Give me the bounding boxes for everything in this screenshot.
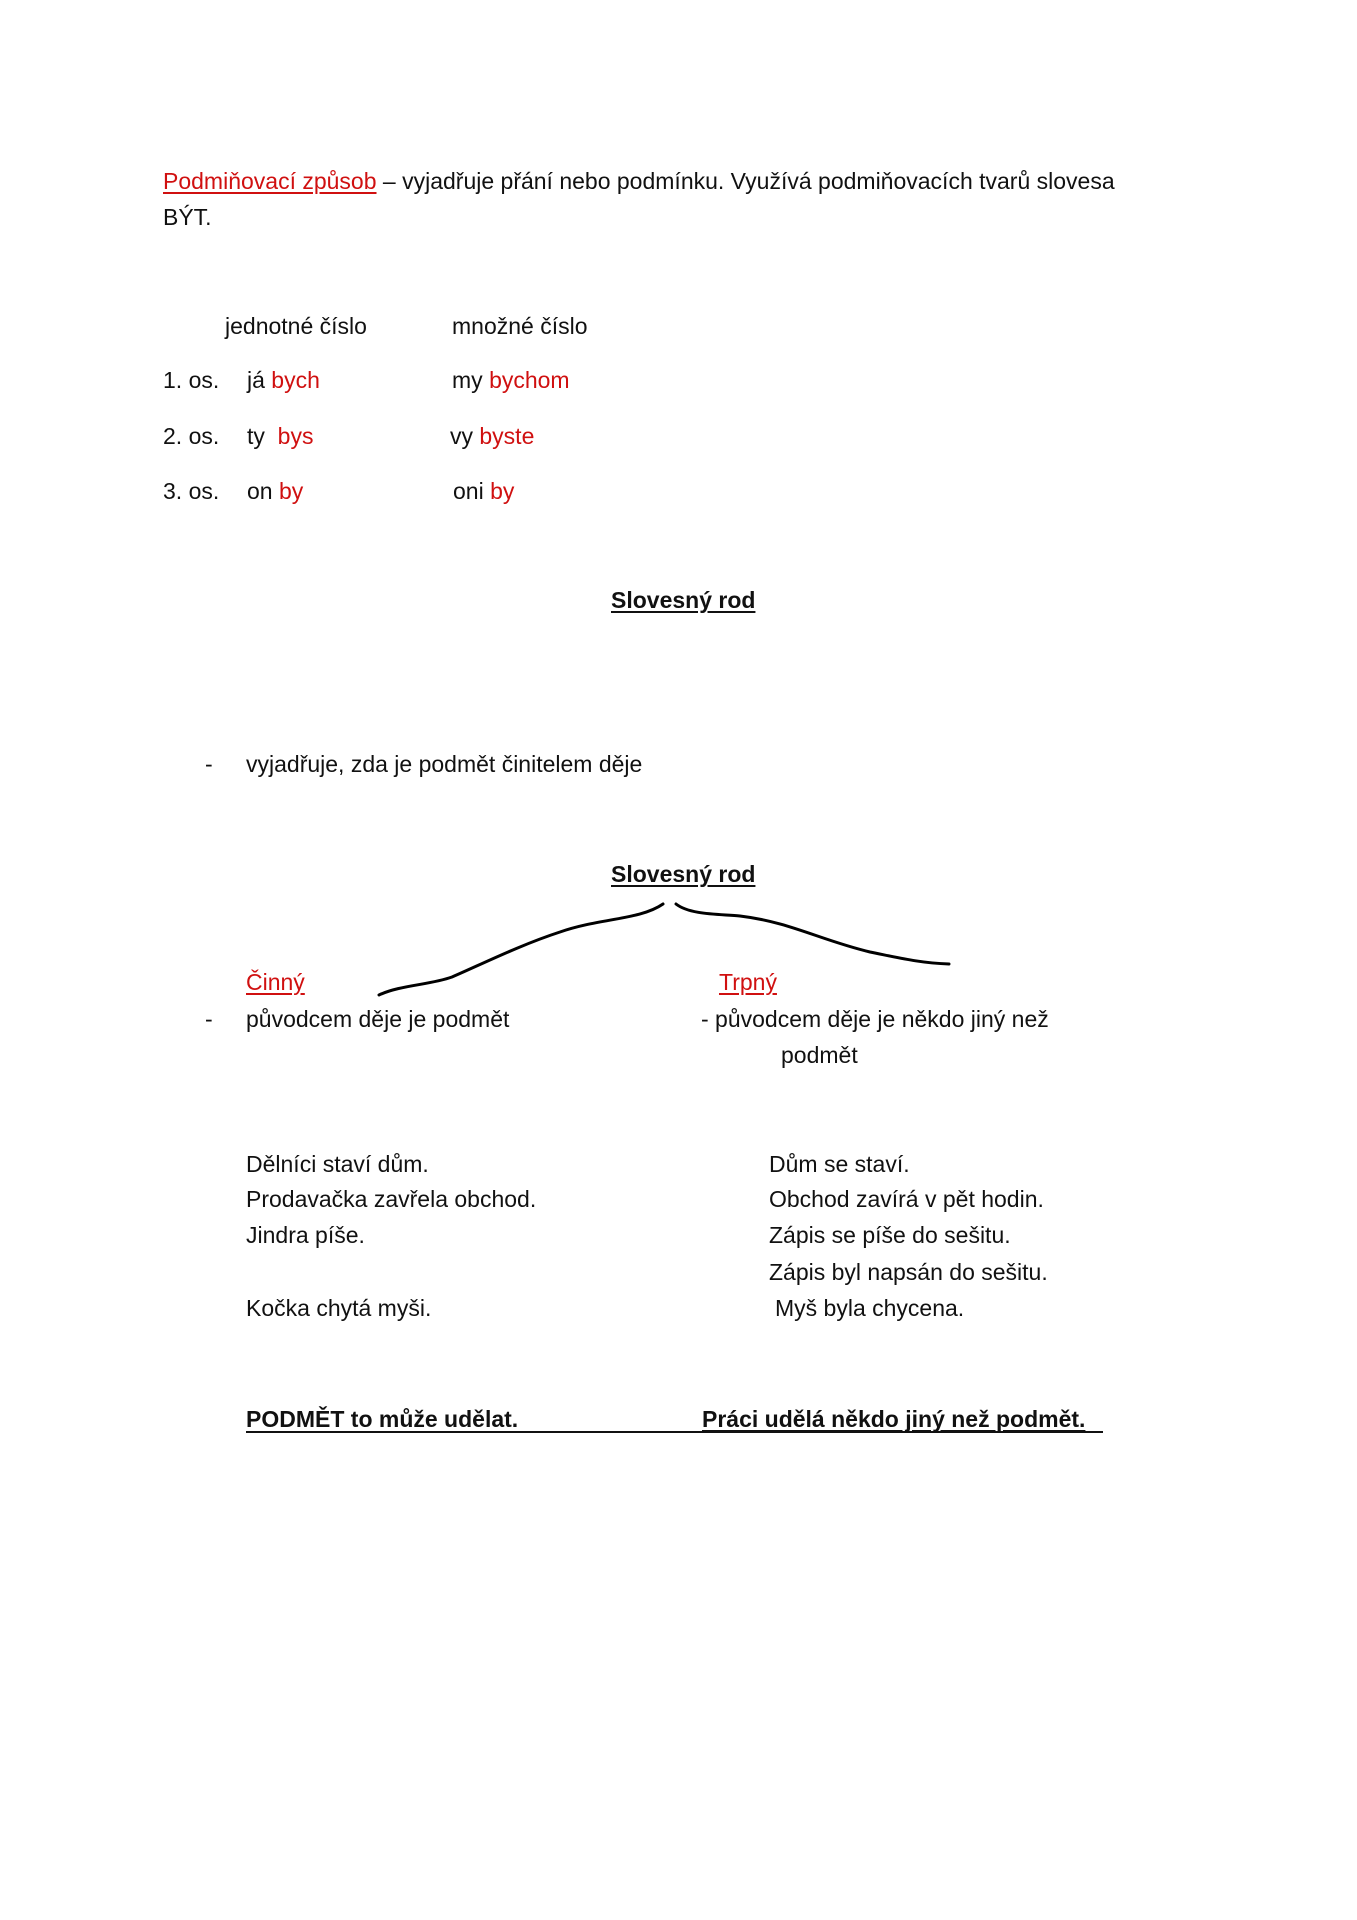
passive-example: Obchod zavírá v pět hodin. bbox=[769, 1186, 1044, 1212]
passive-example: Myš byla chycena. bbox=[775, 1295, 965, 1321]
pronoun: my bbox=[452, 367, 483, 393]
header-singular: jednotné číslo bbox=[225, 313, 367, 339]
intro-term: Podmiňovací způsob bbox=[163, 168, 377, 194]
header-plural: množné číslo bbox=[452, 313, 588, 339]
bullet-dash: - bbox=[205, 1006, 213, 1032]
section-title: Slovesný rod bbox=[611, 587, 756, 613]
verb-form: bys bbox=[277, 423, 314, 449]
passive-voice-description: - původcem děje je někdo jiný než bbox=[701, 1006, 1049, 1032]
active-example: Kočka chytá myši. bbox=[246, 1295, 432, 1321]
passive-example: Zápis se píše do sešitu. bbox=[769, 1222, 1011, 1248]
verb-form: by bbox=[490, 478, 515, 504]
person: 3. os. bbox=[163, 478, 220, 504]
passive-example: Zápis byl napsán do sešitu. bbox=[769, 1259, 1048, 1285]
diagram-title: Slovesný rod bbox=[611, 861, 756, 887]
passive-example: Dům se staví. bbox=[769, 1151, 910, 1177]
section-description: vyjadřuje, zda je podmět činitelem děje bbox=[246, 751, 643, 777]
active-example: Dělníci staví dům. bbox=[246, 1151, 429, 1177]
active-example: Jindra píše. bbox=[246, 1222, 365, 1248]
branch-line-right bbox=[676, 904, 949, 964]
active-voice-label: Činný bbox=[246, 969, 305, 995]
person: 2. os. bbox=[163, 423, 220, 449]
active-voice-description: původcem děje je podmět bbox=[246, 1006, 510, 1032]
summary-passive: Práci udělá někdo jiný než podmět. bbox=[702, 1406, 1086, 1432]
passive-voice-description-cont: podmět bbox=[781, 1042, 858, 1068]
pronoun: ty bbox=[247, 423, 265, 449]
passive-voice-label: Trpný bbox=[719, 969, 777, 995]
person: 1. os. bbox=[163, 367, 220, 393]
verb-form: bychom bbox=[489, 367, 570, 393]
verb-form: byste bbox=[479, 423, 535, 449]
intro-definition-cont: BÝT. bbox=[163, 204, 212, 230]
pronoun: vy bbox=[450, 423, 473, 449]
verb-form: bych bbox=[271, 367, 320, 393]
intro-definition: – vyjadřuje přání nebo podmínku. Využívá podmiňovacích tvarů slovesa bbox=[376, 168, 1115, 194]
bullet-dash: - bbox=[205, 751, 213, 777]
pronoun: oni bbox=[453, 478, 484, 504]
pronoun: já bbox=[247, 367, 265, 393]
branch-line-left bbox=[379, 904, 663, 995]
pronoun: on bbox=[247, 478, 273, 504]
active-example: Prodavačka zavřela obchod. bbox=[246, 1186, 537, 1212]
verb-form: by bbox=[278, 478, 304, 504]
summary-active: PODMĚT to může udělat. bbox=[246, 1406, 519, 1432]
